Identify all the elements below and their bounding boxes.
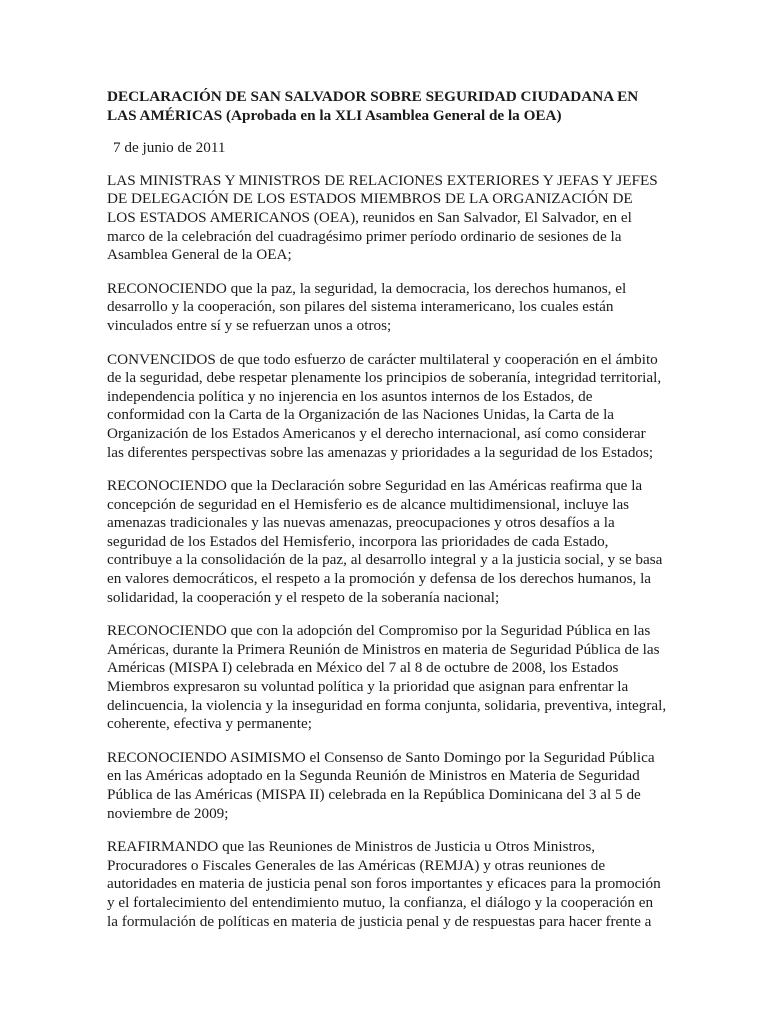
paragraph-line: amenazas tradicionales y las nuevas amenazas, preocupaciones y otros desafíos a la — [107, 514, 615, 532]
paragraph-line: coherente, efectiva y permanente; — [107, 715, 312, 733]
paragraph-line: y el fortalecimiento del entendimiento mutuo, la confianza, el diálogo y la cooperación en — [107, 893, 654, 911]
paragraph-line: concepción de seguridad en el Hemisferio es de alcance multidimensional, incluye las — [107, 495, 630, 513]
paragraph-line: Pública de las Américas (MISPA II) celebrada en la República Dominicana del 3 al 5 de — [107, 786, 641, 803]
paragraph-line: RECONOCIENDO que la Declaración sobre Seguridad en las Américas reafirma que la — [107, 477, 643, 495]
paragraph — [107, 280, 659, 336]
paragraph — [107, 622, 667, 734]
paragraph-line: solidaridad, la cooperación y el respeto de la soberanía nacional; — [107, 588, 500, 606]
paragraph-line: seguridad de los Estados del Hemisferio, incorpora las prioridades de cada Estado, — [107, 532, 609, 550]
paragraph-line: REAFIRMANDO que las Reuniones de Ministros de Justicia u Otros Ministros, — [107, 838, 596, 856]
paragraph-line: Asamblea General de la OEA; — [107, 246, 292, 264]
paragraph-line: LOS ESTADOS AMERICANOS (OEA), reunidos en San Salvador, El Salvador, en el — [107, 208, 632, 226]
document-body — [107, 171, 667, 931]
paragraph-line: contribuye a la consolidación de la paz, al desarrollo integral y a la justicia social, y se basa — [107, 551, 663, 569]
paragraph-line: conformidad con la Carta de la Organización de las Naciones Unidas, la Carta de la — [107, 406, 615, 424]
paragraph-line: Américas, durante la Primera Reunión de Ministros en materia de Seguridad Pública de las — [107, 640, 660, 658]
paragraph-line: independencia política y no injerencia en los asuntos internos de los Estados, de — [107, 387, 593, 405]
paragraph-line: en valores democráticos, el respeto a la promoción y defensa de los derechos humanos, la — [107, 570, 652, 588]
paragraph-line: noviembre de 2009; — [107, 804, 229, 822]
paragraph-line: RECONOCIENDO que con la adopción del Compromiso por la Seguridad Pública en las — [107, 622, 651, 640]
paragraph-line: CONVENCIDOS de que todo esfuerzo de carácter multilateral y cooperación en el ámbito — [107, 350, 658, 368]
title-line: LAS AMÉRICAS (Aprobada en la XLI Asamblea General de la OEA) — [107, 106, 562, 124]
paragraph-line: Américas (MISPA I) celebrada en México del 7 al 8 de octubre de 2008, los Estados — [107, 659, 619, 677]
document-page — [107, 88, 667, 946]
document-title — [107, 88, 659, 125]
paragraph-line: Procuradores o Fiscales Generales de las Américas (REMJA) y otras reuniones de — [107, 856, 606, 874]
paragraph-line: vinculados entre sí y se refuerzan unos a otros; — [107, 316, 392, 334]
paragraph-line: RECONOCIENDO que la paz, la seguridad, la democracia, los derechos humanos, el — [107, 279, 627, 297]
paragraph-line: Organización de los Estados Americanos y el derecho internacional, así como considerar — [107, 424, 646, 442]
paragraph-line: LAS MINISTRAS Y MINISTROS DE RELACIONES EXTERIORES Y JEFAS Y JEFES — [107, 171, 658, 189]
paragraph-line: DE DELEGACIÓN DE LOS ESTADOS MIEMBROS DE LA ORGANIZACIÓN DE — [107, 190, 633, 208]
paragraph-line: delincuencia, la violencia y la inseguridad en forma conjunta, solidaria, preventiva, integral, — [107, 696, 667, 714]
paragraph-line: en las Américas adoptado en la Segunda Reunión de Ministros en Materia de Seguridad — [107, 767, 640, 785]
paragraph-line: marco de la celebración del cuadragésimo primer período ordinario de sesiones de la — [107, 227, 622, 245]
paragraph — [107, 477, 663, 607]
paragraph-line: de la seguridad, debe respetar plenamente los principios de soberanía, integridad territorial, — [107, 369, 662, 387]
title-line: DECLARACIÓN DE SAN SALVADOR SOBRE SEGURIDAD CIUDADANA EN — [107, 88, 639, 105]
paragraph — [107, 172, 659, 265]
paragraph-line: autoridades en materia de justicia penal son foros importantes y eficaces para la promoción — [107, 875, 661, 893]
document-date: 7 de junio de 2011 — [113, 139, 226, 157]
paragraph-line: desarrollo y la cooperación, son pilares del sistema interamericano, los cuales están — [107, 298, 614, 316]
paragraph — [107, 838, 659, 931]
paragraph-line: la formulación de políticas en materia de justicia penal y de respuestas para hacer frente a — [107, 912, 652, 930]
paragraph-line: las diferentes perspectivas sobre las amenazas y prioridades a la seguridad de los Estados; — [107, 443, 654, 461]
paragraph — [107, 350, 662, 463]
paragraph-line: Miembros expresaron su voluntad política y la prioridad que asignan para enfrentar la — [107, 678, 629, 696]
paragraph — [107, 749, 659, 823]
paragraph-line: RECONOCIENDO ASIMISMO el Consenso de Santo Domingo por la Seguridad Pública — [107, 748, 655, 766]
